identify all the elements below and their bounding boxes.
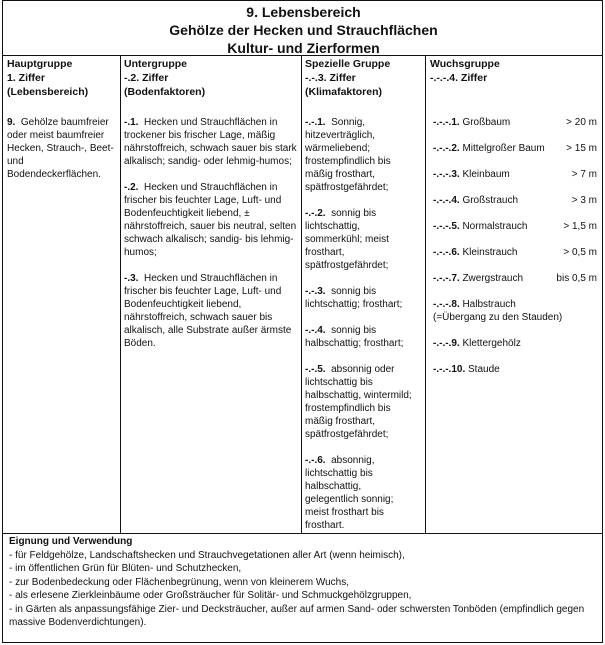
wuchsgruppe-row: -.-.-.8. Halbstrauch (=Übergang zu den Stauden) <box>433 299 563 323</box>
header-wuchsgruppe: Wuchsgruppe -.-.-.4. Ziffer <box>430 58 500 84</box>
wuchsgruppe-row: -.-.-.1. Großbaum > 20 m <box>433 117 597 128</box>
eignung-line: - zur Bodenbedeckung oder Flächenbegrünung, wenn von kleinerem Wuchs, <box>9 576 350 588</box>
eignung-line: - als erlesene Zierkleinbäume oder Großsträucher für Solitär- und Schmuckgehölzgruppen, <box>9 590 412 601</box>
title-line-1: 9. Lebensbereich <box>246 4 361 20</box>
untergruppe-entry: -.1. Hecken und Strauchflächen in trockener bis frischer Lage, mäßig nährstoffreich, schwach sauer bis stark alkalisch; sandig- oder lehmig-humos; <box>124 117 297 167</box>
wuchsgruppe-row: -.-.-.3. Kleinbaum > 7 m <box>433 169 597 180</box>
spezielle-entry: -.-.1. Sonnig, hitzeverträglich, wärmeliebend; frostempfindlich bis mäßig frosthart, spätfrostgefährdet; <box>305 117 391 193</box>
wuchsgruppe-row: -.-.-.2. Mittelgroßer Baum > 15 m <box>433 143 597 154</box>
wuchsgruppe-row: -.-.-.10. Staude <box>433 364 500 375</box>
eignung-line: - im öffentlichen Grün für Blüten- und Schutzhecken, <box>9 563 242 574</box>
wuchsgruppe-row: -.-.-.6. Kleinstrauch > 0,5 m <box>433 247 597 258</box>
wuchsgruppe-row: -.-.-.5. Normalstrauch > 1,5 m <box>433 221 597 232</box>
wuchsgruppe-row: -.-.-.4. Großstrauch > 3 m <box>433 195 597 206</box>
eignung-heading: Eignung und Verwendung <box>9 536 133 547</box>
title-line-2: Gehölze der Hecken und Strauchflächen <box>169 22 438 38</box>
untergruppe-cell <box>124 116 299 363</box>
spezielle-gruppe-cell <box>305 116 415 545</box>
eignung-section <box>9 535 601 630</box>
header-untergruppe: Untergruppe -.2. Ziffer (Bodenfaktoren) <box>124 58 206 98</box>
header-hauptgruppe: Hauptgruppe 1. Ziffer (Lebensbereich) <box>7 58 89 98</box>
wuchsgruppe-row: -.-.-.7. Zwergstrauch bis 0,5 m <box>433 273 597 284</box>
column-divider-1 <box>120 55 121 533</box>
spezielle-entry: -.-.2. sonnig bis lichtschattig, sommerkühl; meist frosthart, spätfrostgefährdet; <box>305 208 389 271</box>
table-frame <box>2 0 603 643</box>
title-line-3: Kultur- und Zierformen <box>227 40 380 56</box>
spezielle-entry: -.-.4. sonnig bis halbschattig; frosthart; <box>305 325 404 349</box>
spezielle-entry: -.-.3. sonnig bis lichtschattig; frosthart; <box>305 286 403 310</box>
wuchsgruppe-row: -.-.-.9. Klettergehölz <box>433 338 521 349</box>
spezielle-entry: -.-.5. absonnig oder lichtschattig bis halbschattig, wintermild; frostempfindlich bis mäßig frosthart, spätfrostgefährdet; <box>305 364 412 440</box>
untergruppe-entry: -.3. Hecken und Strauchflächen in frischer bis feuchter Lage, Luft- und Bodenfeuchtigkeit liebend, nährstoffreich, schwach sauer bis alkalisch, alle Substrate außer ärmste Böden. <box>124 273 292 349</box>
rule-above-footer <box>3 533 602 534</box>
eignung-line: - für Feldgehölze, Landschaftshecken und Strauchvegetationen aller Art (wenn heimisch), <box>9 549 405 561</box>
rule-below-title <box>3 55 602 56</box>
eignung-line: - in Gärten als anpassungsfähige Zier- und Decksträucher, außer auf armen Sand- oder schwersten Tonböden (empfindlich gegen massive Bodenverdichtungen). <box>9 603 585 628</box>
spezielle-entry: -.-.6. absonnig, lichtschattig bis halbschattig, gelegentlich sonnig; meist frosthart bis frosthart. <box>305 455 394 531</box>
header-spezielle-gruppe: Spezielle Gruppe -.-.3. Ziffer (Klimafaktoren) <box>305 58 391 98</box>
untergruppe-entry: -.2. Hecken und Strauchflächen in frischer bis feuchter Lage, Luft- und Bodenfeuchtigkeit liebend, ± nährstoffreich, sauer bis neutral, selten schwach alkalisch; sandig- bis lehmig-humos; <box>124 182 297 258</box>
hauptgruppe-cell: 9. Gehölze baumfreier oder meist baumfreier Hecken, Strauch-, Beet- und Bodendeckerflächen. <box>7 117 114 180</box>
column-divider-2 <box>301 55 302 533</box>
table-title <box>3 3 604 57</box>
column-divider-3 <box>425 55 426 533</box>
